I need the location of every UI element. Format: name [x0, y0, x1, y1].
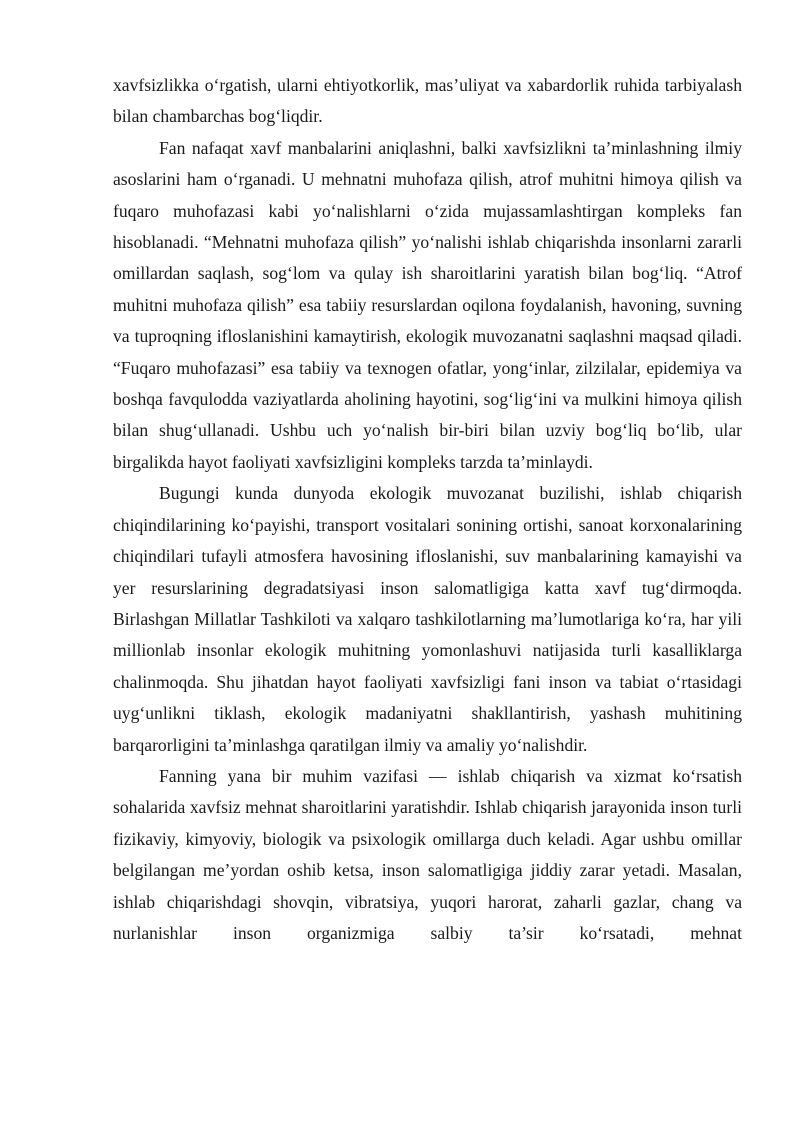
paragraph-ecology: Bugungi kunda dunyoda ekologik muvozanat buzilishi, ishlab chiqarish chiqindilarining ko‘payishi, transport vositalari sonining ortishi, sanoat korxonalarining chiqindilari tufayli atmosfera havosining ifloslanishi, suv manbalarining kamayishi va yer resurslarining degradatsiyasi inson salomatligiga katta xavf tug‘dirmoqda. Birlashgan Millatlar Tashkiloti va xalqaro tashkilotlarning ma’lumotlariga ko‘ra, har yili millionlab insonlar ekologik muhitning yomonlashuvi natijasida turli kasalliklarga chalinmoqda. Shu jihatdan hayot faoliyati xavfsizligi fani inson va tabiat o‘rtasidagi uyg‘unlikni tiklash, ekologik madaniyatni shakllantirish, yashash muhitining barqarorligini ta’minlashga qaratilgan ilmiy va amaliy yo‘nalishdir.	[113, 483, 742, 755]
paragraph-fan-scope: Fan nafaqat xavf manbalarini aniqlashni, balki xavfsizlikni ta’minlashning ilmiy asoslarini ham o‘rganadi. U mehnatni muhofaza qilish, atrof muhitni himoya qilish va fuqaro muhofazasi kabi yo‘nalishlarni o‘zida mujassamlashtirgan kompleks fan hisoblanadi. “Mehnatni muhofaza qilish” yo‘nalishi ishlab chiqarishda insonlarni zararli omillardan saqlash, sog‘lom va qulay ish sharoitlarini yaratish bilan bog‘liq. “Atrof muhitni muhofaza qilish” esa tabiiy resurslardan oqilona foydalanish, havoning, suvning va tuproqning ifloslanishini kamaytirish, ekologik muvozanatni saqlashni maqsad qiladi. “Fuqaro muhofazasi” esa tabiiy va texnogen ofatlar, yong‘inlar, zilzilalar, epidemiya va boshqa favqulodda vaziyatlarda aholining hayotini, sog‘lig‘ini va mulkini himoya qilish bilan shug‘ullanadi. Ushbu uch yo‘nalish bir-biri bilan uzviy bog‘liq bo‘lib, ular birgalikda hayot faoliyati xavfsizligini kompleks tarzda ta’minlaydi.	[113, 137, 742, 472]
document-page	[113, 70, 742, 949]
paragraph-work-safety: Fanning yana bir muhim vazifasi — ishlab chiqarish va xizmat ko‘rsatish sohalarida xavfsiz mehnat sharoitlarini yaratishdir. Ishlab chiqarish jarayonida inson turli fizikaviy, kimyoviy, biologik va psixologik omillarga duch keladi. Agar ushbu omillar belgilangan me’yordan oshib ketsa, inson salomatligiga jiddiy zarar yetadi. Masalan, ishlab chiqarishdagi shovqin, vibratsiya, yuqori harorat, zaharli gazlar, chang va nurlanishlar inson organizmiga salbiy ta’sir ko‘rsatadi, mehnat	[113, 765, 742, 943]
paragraph-continuation: xavfsizlikka o‘rgatish, ularni ehtiyotkorlik, mas’uliyat va xabardorlik ruhida tarbiyalash bilan chambarchas bog‘liqdir.	[113, 75, 742, 127]
